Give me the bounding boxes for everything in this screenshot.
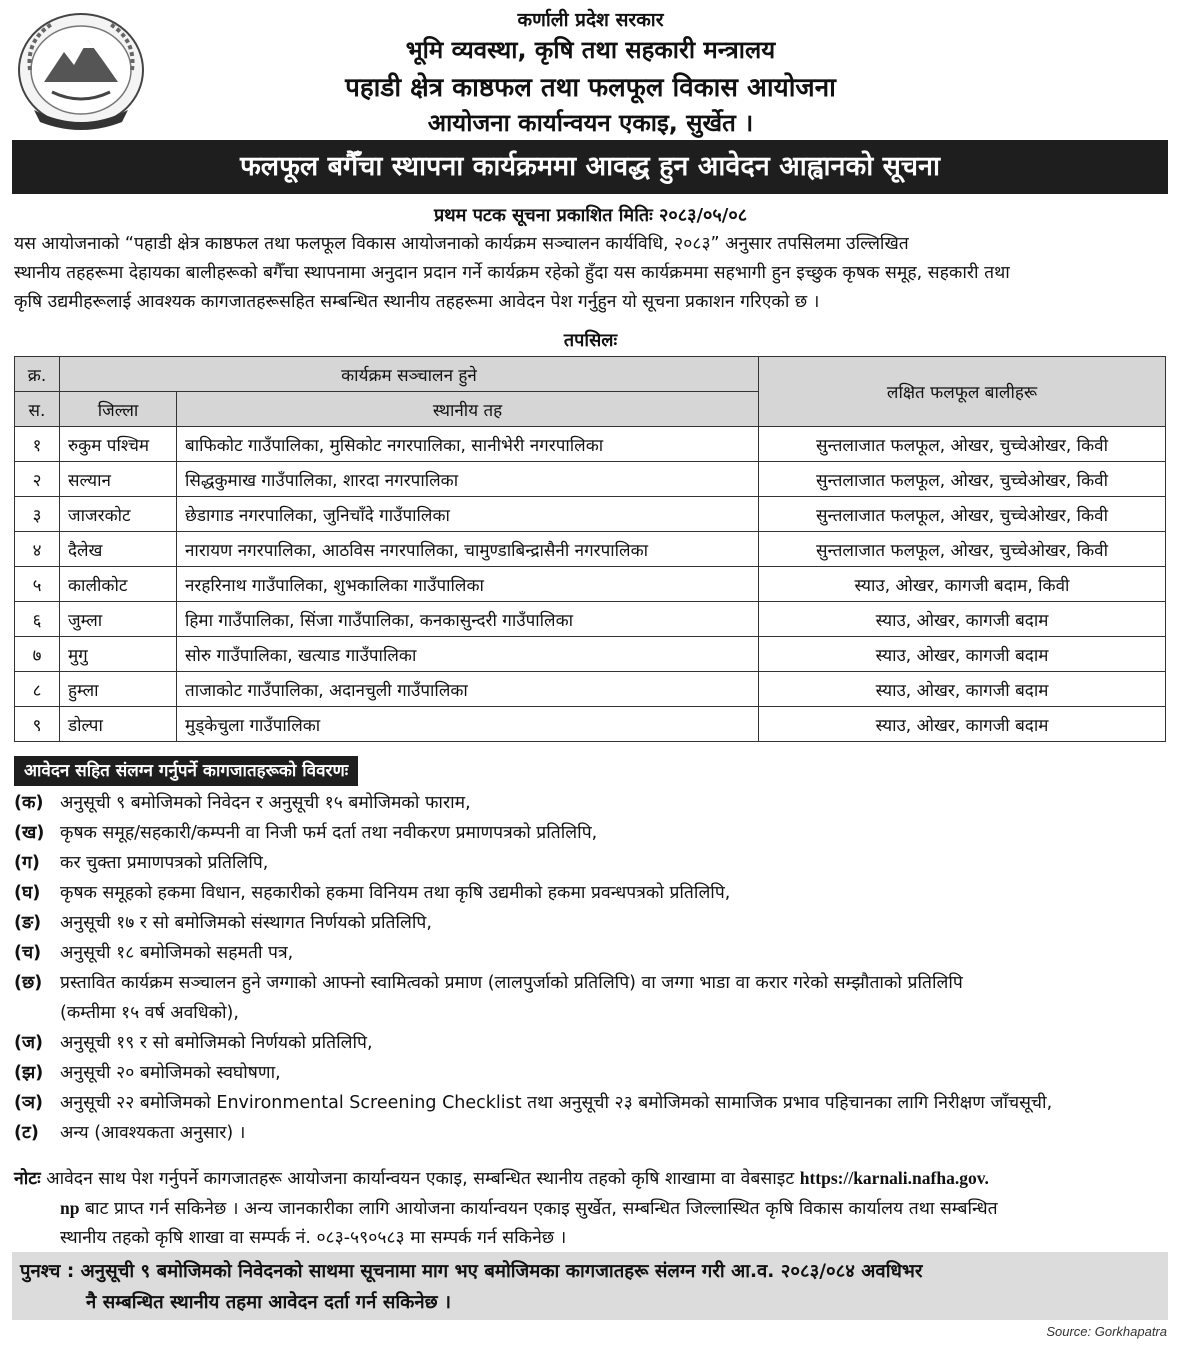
crops-cell: स्याउ, ओखर, कागजी बदाम: [759, 707, 1166, 742]
serial-cell: १: [15, 427, 60, 462]
district-cell: जुम्ला: [60, 602, 177, 637]
requirement-item: [14, 968, 1169, 998]
requirement-text-continued: (कम्तीमा १५ वर्ष अवधिको),: [60, 1003, 239, 1023]
table-row: [15, 427, 1166, 462]
requirement-label: (ङ): [14, 913, 42, 933]
requirement-item: [14, 1058, 1169, 1088]
website-link-part[interactable]: https://karnali.nafha.gov.: [799, 1168, 989, 1188]
crops-cell: स्याउ, ओखर, कागजी बदाम, किवी: [759, 567, 1166, 602]
intro-paragraph: [14, 230, 1169, 317]
serial-cell: ८: [15, 672, 60, 707]
district-cell: कालीकोट: [60, 567, 177, 602]
serial-cell: २: [15, 462, 60, 497]
local-level-cell: नारायण नगरपालिका, आठविस नगरपालिका, चामुण्डाबिन्द्रासैनी नगरपालिका: [177, 532, 759, 567]
crops-cell: सुन्तलाजात फलफूल, ओखर, चुच्चेओखर, किवी: [759, 462, 1166, 497]
local-level-cell: बाफिकोट गाउँपालिका, मुसिकोट नगरपालिका, सानीभेरी नगरपालिका: [177, 427, 759, 462]
district-cell: हुम्ला: [60, 672, 177, 707]
table-row: [15, 532, 1166, 567]
requirements-list: [14, 788, 1169, 1148]
requirement-label: (च): [14, 943, 42, 963]
note-line: बाट प्राप्त गर्न सकिनेछ । अन्य जानकारीका लागि आयोजना कार्यान्वयन एकाइ सुर्खेत, सम्बन्धित जिल्लास्थित कृषि विकास कार्यालय तथा सम्बन्धित: [85, 1199, 998, 1219]
table-row: [15, 602, 1166, 637]
intro-line: यस आयोजनाको “पहाडी क्षेत्र काष्ठफल तथा फलफूल विकास आयोजनाको कार्यक्रम सञ्चालन कार्यविधि, २०८३” अनुसार तपसिलमा उल्लिखित: [14, 234, 909, 254]
district-cell: रुकुम पश्चिम: [60, 427, 177, 462]
schedule-table-body: [15, 427, 1166, 742]
serial-cell: ७: [15, 637, 60, 672]
district-cell: मुगु: [60, 637, 177, 672]
district-cell: दैलेख: [60, 532, 177, 567]
requirement-text: अनुसूची २० बमोजिमको स्वघोषणा,: [60, 1063, 281, 1083]
crops-cell: स्याउ, ओखर, कागजी बदाम: [759, 602, 1166, 637]
crops-cell: स्याउ, ओखर, कागजी बदाम: [759, 672, 1166, 707]
implementation-unit: आयोजना कार्यान्वयन एकाइ, सुर्खेत ।: [427, 109, 754, 137]
crops-cell: सुन्तलाजात फलफूल, ओखर, चुच्चेओखर, किवी: [759, 532, 1166, 567]
requirement-label: (छ): [14, 973, 43, 993]
requirement-label: (ञ): [14, 1093, 43, 1113]
table-row: [15, 707, 1166, 742]
requirement-label: (क): [14, 793, 44, 813]
local-level-cell: मुड्केचुला गाउँपालिका: [177, 707, 759, 742]
table-row: [15, 567, 1166, 602]
requirement-item: [14, 1088, 1169, 1118]
requirement-item: [14, 848, 1169, 878]
schedule-table: [14, 356, 1166, 742]
crops-cell: स्याउ, ओखर, कागजी बदाम: [759, 637, 1166, 672]
requirement-label: (घ): [14, 883, 41, 903]
note-section: [14, 1164, 1169, 1253]
requirement-text: अन्य (आवश्यकता अनुसार) ।: [60, 1123, 246, 1143]
district-header: जिल्ला: [60, 392, 177, 427]
local-level-cell: सिद्धकुमाख गाउँपालिका, शारदा नगरपालिका: [177, 462, 759, 497]
local-level-cell: ताजाकोट गाउँपालिका, अदानचुली गाउँपालिका: [177, 672, 759, 707]
intro-line: स्थानीय तहहरूमा देहायका बालीहरूको बगैँचा स्थापनामा अनुदान प्रदान गर्ने कार्यक्रम रहेको हुँदा यस कार्यक्रममा सहभागी हुन इच्छुक कृषक समूह, सहकारी तथा: [14, 263, 1010, 283]
local-level-header: स्थानीय तह: [177, 392, 759, 427]
serial-cell: ९: [15, 707, 60, 742]
requirement-text: कर चुक्ता प्रमाणपत्रको प्रतिलिपि,: [60, 853, 269, 873]
requirement-label: (ख): [14, 823, 45, 843]
requirement-text: कृषक समूहको हकमा विधान, सहकारीको हकमा विनियम तथा कृषि उद्यमीको हकमा प्रवन्धपत्रको प्रतिलिपि,: [60, 883, 731, 903]
crops-cell: सुन्तलाजात फलफूल, ओखर, चुच्चेओखर, किवी: [759, 497, 1166, 532]
requirement-item: [14, 1118, 1169, 1148]
requirement-text: अनुसूची २२ बमोजिमको Environmental Screening Checklist तथा अनुसूची २३ बमोजिमको सामाजिक प्रभाव पहिचानका लागि निरीक्षण जाँचसूची,: [60, 1093, 1053, 1113]
postscript-line: पुनश्च : अनुसूची ९ बमोजिमको निवेदनको साथमा सूचनामा माग भए बमोजिमका कागजातहरू संलग्न गरी आ.व. २०८३/०८४ अवधिभर: [20, 1261, 923, 1282]
table-row: [15, 637, 1166, 672]
serial-cell: ३: [15, 497, 60, 532]
local-level-cell: नरहरिनाथ गाउँपालिका, शुभकालिका गाउँपालिका: [177, 567, 759, 602]
government-name: कर्णाली प्रदेश सरकार: [517, 9, 664, 31]
serial-cell: ५: [15, 567, 60, 602]
district-cell: डोल्पा: [60, 707, 177, 742]
postscript-line: नै सम्बन्धित स्थानीय तहमा आवेदन दर्ता गर्न सकिनेछ ।: [86, 1292, 452, 1313]
note-line: आवेदन साथ पेश गर्नुपर्ने कागजातहरू आयोजना कार्यान्वयन एकाइ, सम्बन्धित स्थानीय तहको कृषि शाखामा वा वेबसाइट: [46, 1169, 795, 1189]
project-name: पहाडी क्षेत्र काष्ठफल तथा फलफूल विकास आयोजना: [345, 73, 836, 103]
program-header: कार्यक्रम सञ्चालन हुने: [60, 357, 759, 392]
crops-header: लक्षित फलफूल बालीहरू: [759, 357, 1166, 427]
table-row: [15, 462, 1166, 497]
postscript-box: [12, 1252, 1168, 1320]
table-row: [15, 672, 1166, 707]
serial-cell: ४: [15, 532, 60, 567]
requirement-item: [14, 1028, 1169, 1058]
ministry-name: भूमि व्यवस्था, कृषि तथा सहकारी मन्त्रालय: [405, 36, 776, 64]
intro-line: कृषि उद्यमीहरूलाई आवश्यक कागजातहरूसहित सम्बन्धित स्थानीय तहहरूमा आवेदन पेश गर्नुहुन यो सूचना प्रकाशन गरिएको छ ।: [14, 292, 820, 312]
requirement-text: प्रस्तावित कार्यक्रम सञ्चालन हुने जग्गाको आफ्नो स्वामित्वको प्रमाण (लालपुर्जाको प्रतिलिपि) वा जग्गा भाडा वा करार गरेको सम्झौताको प्रतिलिपि: [60, 973, 963, 993]
requirement-label: (झ): [14, 1063, 44, 1083]
requirement-text: अनुसूची १८ बमोजिमको सहमती पत्र,: [60, 943, 294, 963]
local-level-cell: हिमा गाउँपालिका, सिंजा गाउँपालिका, कनकासुन्दरी गाउँपालिका: [177, 602, 759, 637]
requirement-item: [14, 938, 1169, 968]
requirements-heading: आवेदन सहित संलग्न गर्नुपर्ने कागजातहरूको विवरणः: [14, 756, 358, 786]
requirement-text: अनुसूची १७ र सो बमोजिमको संस्थागत निर्णयको प्रतिलिपि,: [60, 913, 432, 933]
table-row: [15, 497, 1166, 532]
schedule-title: तपसिलः: [563, 330, 618, 351]
requirement-item: [14, 818, 1169, 848]
district-cell: सल्यान: [60, 462, 177, 497]
website-link-part[interactable]: np: [60, 1198, 80, 1218]
requirement-text: अनुसूची १९ र सो बमोजिमको निर्णयको प्रतिलिपि,: [60, 1033, 373, 1053]
crops-cell: सुन्तलाजात फलफूल, ओखर, चुच्चेओखर, किवी: [759, 427, 1166, 462]
local-level-cell: सोरु गाउँपालिका, खत्याड गाउँपालिका: [177, 637, 759, 672]
local-level-cell: छेडागाड नगरपालिका, जुनिचाँदे गाउँपालिका: [177, 497, 759, 532]
requirement-label: (ट): [14, 1123, 39, 1143]
requirement-item: [14, 788, 1169, 818]
requirement-item: [14, 908, 1169, 938]
source-credit: Source: Gorkhapatra: [1046, 1324, 1167, 1339]
requirement-text: अनुसूची ९ बमोजिमको निवेदन र अनुसूची १५ बमोजिमको फाराम,: [60, 793, 471, 813]
district-cell: जाजरकोट: [60, 497, 177, 532]
requirement-item: [14, 878, 1169, 908]
serial-cell: ६: [15, 602, 60, 637]
note-label: नोटः: [14, 1169, 41, 1189]
publication-date: प्रथम पटक सूचना प्रकाशित मितिः २०८३/०५/०८: [433, 205, 748, 226]
sn-header-bottom: स.: [15, 392, 60, 427]
requirement-label: (ग): [14, 853, 40, 873]
note-line: स्थानीय तहको कृषि शाखा वा सम्पर्क नं. ०८३-५९०५८३ मा सम्पर्क गर्न सकिनेछ ।: [60, 1228, 567, 1248]
requirement-text: कृषक समूह/सहकारी/कम्पनी वा निजी फर्म दर्ता तथा नवीकरण प्रमाणपत्रको प्रतिलिपि,: [60, 823, 598, 843]
notice-title-banner: फलफूल बगैँचा स्थापना कार्यक्रममा आवद्ध हुन आवेदन आह्वानको सूचना: [12, 140, 1168, 194]
sn-header-top: क्र.: [15, 357, 60, 392]
requirement-label: (ज): [14, 1033, 43, 1053]
